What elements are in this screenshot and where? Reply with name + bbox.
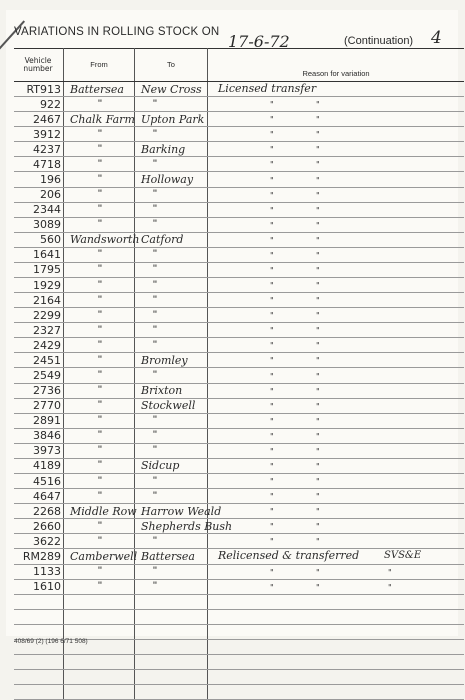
table-row — [14, 202, 464, 217]
from-depot-cell: " — [64, 97, 135, 112]
vehicle-number-cell — [14, 609, 64, 624]
table-body — [14, 82, 464, 700]
reason-ditto-mark: " — [316, 326, 320, 336]
form-code: 408/69 (2) (196 6/71 508) — [14, 638, 88, 645]
vehicle-number-cell: 3622 — [14, 534, 64, 549]
vehicle-number-cell: 2549 — [14, 368, 64, 383]
reason-ditto-mark: " — [270, 326, 274, 336]
from-depot-cell — [64, 685, 135, 700]
vehicle-number-cell: 2736 — [14, 383, 64, 398]
reason-ditto-mark: " — [316, 341, 320, 351]
from-depot-cell: Camberwell — [64, 549, 135, 564]
variations-table — [14, 48, 464, 700]
reason-ditto-mark: " — [316, 175, 320, 185]
table-row — [14, 187, 464, 202]
col-reason: Reason for variation — [208, 49, 465, 82]
vehicle-number-cell: 2467 — [14, 112, 64, 127]
to-depot-cell: Stockwell — [135, 398, 208, 413]
to-depot-cell: Holloway — [135, 172, 208, 187]
table-row — [14, 458, 464, 473]
page-number: 4 — [431, 28, 442, 48]
reason-ditto-mark: " — [316, 401, 320, 411]
reason-ditto-mark: " — [270, 522, 274, 532]
reason-ditto-mark: " — [270, 235, 274, 245]
from-depot-cell: " — [64, 368, 135, 383]
reason-cell — [208, 549, 465, 564]
table-row — [14, 172, 464, 187]
vehicle-number-cell: 2268 — [14, 504, 64, 519]
to-depot-cell — [135, 639, 208, 654]
to-depot-cell: New Cross — [135, 82, 208, 97]
to-depot-cell: Brixton — [135, 383, 208, 398]
reason-cell — [208, 443, 465, 458]
reason-ditto-mark: " — [316, 205, 320, 215]
reason-ditto-mark: " — [270, 265, 274, 275]
reason-ditto-mark: " — [270, 507, 274, 517]
reason-cell — [208, 413, 465, 428]
reason-ditto-mark: " — [316, 281, 320, 291]
table-row — [14, 474, 464, 489]
reason-ditto-mark: " — [316, 265, 320, 275]
vehicle-number-cell: 4237 — [14, 142, 64, 157]
reason-ditto-mark: " — [270, 461, 274, 471]
reason-cell — [208, 157, 465, 172]
reason-cell — [208, 262, 465, 277]
from-depot-cell: " — [64, 338, 135, 353]
reason-ditto-mark: " — [270, 145, 274, 155]
table-row — [14, 564, 464, 579]
vehicle-number-cell: RT913 — [14, 82, 64, 97]
from-depot-cell: " — [64, 127, 135, 142]
reason-ditto-mark: " — [316, 522, 320, 532]
reason-ditto-mark: " — [316, 235, 320, 245]
vehicle-number-cell: 196 — [14, 172, 64, 187]
reason-ditto-mark: " — [316, 567, 320, 577]
reason-cell — [208, 232, 465, 247]
reason-cell — [208, 534, 465, 549]
to-depot-cell: " — [135, 534, 208, 549]
reason-ditto-mark: " — [270, 115, 274, 125]
from-depot-cell: " — [64, 458, 135, 473]
from-depot-cell: " — [64, 443, 135, 458]
reason-ditto-mark: " — [316, 461, 320, 471]
reason-ditto-mark: " — [316, 537, 320, 547]
vehicle-number-cell: 206 — [14, 187, 64, 202]
to-depot-cell: " — [135, 338, 208, 353]
vehicle-number-cell — [14, 594, 64, 609]
reason-cell — [208, 383, 465, 398]
table-row — [14, 428, 464, 443]
from-depot-cell — [64, 609, 135, 624]
reason-cell — [208, 458, 465, 473]
reason-ditto-mark: " — [270, 220, 274, 230]
to-depot-cell — [135, 594, 208, 609]
reason-ditto-mark: " — [316, 130, 320, 140]
reason-cell — [208, 609, 465, 624]
reason-cell — [208, 474, 465, 489]
from-depot-cell: " — [64, 217, 135, 232]
from-depot-cell: " — [64, 278, 135, 293]
reason-cell — [208, 504, 465, 519]
to-depot-cell — [135, 685, 208, 700]
to-depot-cell: Upton Park — [135, 112, 208, 127]
table-row — [14, 534, 464, 549]
to-depot-cell: " — [135, 278, 208, 293]
reason-ditto-mark: " — [316, 356, 320, 366]
reason-ditto-mark: " — [316, 250, 320, 260]
from-depot-cell: " — [64, 398, 135, 413]
reason-ditto-mark: " — [270, 416, 274, 426]
vehicle-number-cell — [14, 654, 64, 669]
reason-ditto-mark: " — [270, 401, 274, 411]
table-row — [14, 504, 464, 519]
vehicle-number-cell: 4189 — [14, 458, 64, 473]
to-depot-cell — [135, 609, 208, 624]
vehicle-number-cell: 2770 — [14, 398, 64, 413]
reason-cell — [208, 670, 465, 685]
table-row — [14, 232, 464, 247]
to-depot-cell: Bromley — [135, 353, 208, 368]
table-header-row — [14, 49, 464, 82]
reason-ditto-mark: " — [316, 492, 320, 502]
to-depot-cell: " — [135, 368, 208, 383]
to-depot-cell: Barking — [135, 142, 208, 157]
table-row — [14, 353, 464, 368]
to-depot-cell: " — [135, 187, 208, 202]
table-row — [14, 262, 464, 277]
from-depot-cell: Wandsworth — [64, 232, 135, 247]
from-depot-cell: " — [64, 519, 135, 534]
from-depot-cell: " — [64, 413, 135, 428]
reason-ditto-mark: " — [270, 446, 274, 456]
to-depot-cell: Battersea — [135, 549, 208, 564]
reason-ditto-mark: " — [270, 477, 274, 487]
from-depot-cell: " — [64, 489, 135, 504]
to-depot-cell: " — [135, 202, 208, 217]
to-depot-cell: Shepherds Bush — [135, 519, 208, 534]
reason-ditto-mark: " — [270, 250, 274, 260]
table-row — [14, 443, 464, 458]
reason-ditto-mark: " — [316, 160, 320, 170]
from-depot-cell: " — [64, 142, 135, 157]
ledger-sheet — [6, 10, 458, 645]
reason-cell — [208, 685, 465, 700]
vehicle-number-cell: 2429 — [14, 338, 64, 353]
reason-cell — [208, 338, 465, 353]
to-depot-cell: " — [135, 127, 208, 142]
from-depot-cell: " — [64, 383, 135, 398]
note-ditto-mark: " — [388, 567, 392, 577]
reason-cell — [208, 82, 465, 97]
reason-ditto-mark: " — [270, 537, 274, 547]
col-vehicle-number: Vehicle number — [14, 49, 64, 82]
reason-cell — [208, 353, 465, 368]
table-row — [14, 112, 464, 127]
reason-ditto-mark: " — [270, 296, 274, 306]
vehicle-number-cell: 1641 — [14, 247, 64, 262]
table-row — [14, 489, 464, 504]
reason-ditto-mark: " — [270, 281, 274, 291]
reason-ditto-mark: " — [316, 296, 320, 306]
to-depot-cell: " — [135, 262, 208, 277]
from-depot-cell: " — [64, 579, 135, 594]
reason-ditto-mark: " — [270, 356, 274, 366]
vehicle-number-cell: 1133 — [14, 564, 64, 579]
reason-ditto-mark: " — [316, 582, 320, 592]
table-row — [14, 127, 464, 142]
to-depot-cell: Sidcup — [135, 458, 208, 473]
to-depot-cell — [135, 624, 208, 639]
vehicle-number-cell: 2660 — [14, 519, 64, 534]
table-row — [14, 82, 464, 97]
reason-ditto-mark: " — [270, 567, 274, 577]
from-depot-cell: " — [64, 564, 135, 579]
from-depot-cell — [64, 594, 135, 609]
vehicle-number-cell: 3973 — [14, 443, 64, 458]
to-depot-cell: Catford — [135, 232, 208, 247]
reason-ditto-mark: " — [316, 507, 320, 517]
reason-ditto-mark: " — [270, 431, 274, 441]
reason-ditto-mark: " — [270, 582, 274, 592]
vehicle-number-cell: 3846 — [14, 428, 64, 443]
reason-ditto-mark: " — [270, 130, 274, 140]
reason-cell — [208, 278, 465, 293]
reason-cell — [208, 594, 465, 609]
reason-ditto-mark: " — [270, 371, 274, 381]
to-depot-cell: " — [135, 323, 208, 338]
reason-ditto-mark: " — [270, 175, 274, 185]
reason-ditto-mark: " — [316, 371, 320, 381]
from-depot-cell: " — [64, 323, 135, 338]
from-depot-cell: " — [64, 474, 135, 489]
vehicle-number-cell: 560 — [14, 232, 64, 247]
reason-cell — [208, 112, 465, 127]
reason-cell — [208, 247, 465, 262]
table-row — [14, 685, 464, 700]
reason-ditto-mark: " — [316, 431, 320, 441]
vehicle-number-cell: 2344 — [14, 202, 64, 217]
table-row — [14, 323, 464, 338]
from-depot-cell: " — [64, 353, 135, 368]
reason-cell — [208, 564, 465, 579]
reason-ditto-mark: " — [316, 311, 320, 321]
to-depot-cell: " — [135, 579, 208, 594]
reason-ditto-mark: " — [270, 190, 274, 200]
reason-cell — [208, 624, 465, 639]
to-depot-cell: " — [135, 293, 208, 308]
reason-cell — [208, 579, 465, 594]
reason-cell — [208, 398, 465, 413]
to-depot-cell: " — [135, 413, 208, 428]
table-row — [14, 278, 464, 293]
reason-cell — [208, 217, 465, 232]
table-row — [14, 383, 464, 398]
reason-ditto-mark: " — [316, 190, 320, 200]
reason-ditto-mark: " — [316, 386, 320, 396]
from-depot-cell: " — [64, 308, 135, 323]
reason-cell — [208, 97, 465, 112]
col-to: To — [135, 49, 208, 82]
reason-cell — [208, 127, 465, 142]
vehicle-number-cell: 1795 — [14, 262, 64, 277]
vehicle-number-cell: 922 — [14, 97, 64, 112]
from-depot-cell: " — [64, 157, 135, 172]
reason-text: Relicensed & transferred — [218, 549, 360, 563]
from-depot-cell: " — [64, 247, 135, 262]
to-depot-cell — [135, 670, 208, 685]
vehicle-number-cell: 4718 — [14, 157, 64, 172]
reason-cell — [208, 308, 465, 323]
reason-cell — [208, 368, 465, 383]
from-depot-cell: Chalk Farm — [64, 112, 135, 127]
table-row — [14, 670, 464, 685]
vehicle-number-cell: 4647 — [14, 489, 64, 504]
table-row — [14, 413, 464, 428]
table-row — [14, 519, 464, 534]
table-row — [14, 654, 464, 669]
reason-cell — [208, 519, 465, 534]
handwritten-date: 17-6-72 — [228, 32, 290, 51]
table-row — [14, 308, 464, 323]
page-title: VARIATIONS IN ROLLING STOCK ON — [14, 26, 220, 38]
to-depot-cell: " — [135, 247, 208, 262]
from-depot-cell: " — [64, 187, 135, 202]
reason-cell — [208, 489, 465, 504]
to-depot-cell: " — [135, 308, 208, 323]
table-row — [14, 368, 464, 383]
note-ditto-mark: " — [388, 582, 392, 592]
reason-ditto-mark: " — [316, 115, 320, 125]
table-row — [14, 594, 464, 609]
reason-ditto-mark: " — [270, 341, 274, 351]
from-depot-cell: Battersea — [64, 82, 135, 97]
reason-cell — [208, 323, 465, 338]
reason-ditto-mark: " — [270, 311, 274, 321]
from-depot-cell: " — [64, 428, 135, 443]
vehicle-number-cell: 2891 — [14, 413, 64, 428]
table-row — [14, 549, 464, 564]
reason-cell — [208, 142, 465, 157]
reason-cell — [208, 293, 465, 308]
table-row — [14, 157, 464, 172]
to-depot-cell: " — [135, 564, 208, 579]
to-depot-cell: Harrow Weald — [135, 504, 208, 519]
reason-text: Licensed transfer — [218, 82, 317, 96]
to-depot-cell: " — [135, 217, 208, 232]
table-row — [14, 398, 464, 413]
table-row — [14, 338, 464, 353]
from-depot-cell: Middle Row — [64, 504, 135, 519]
vehicle-number-cell — [14, 670, 64, 685]
from-depot-cell — [64, 654, 135, 669]
to-depot-cell: " — [135, 157, 208, 172]
continuation-label: (Continuation) — [344, 35, 414, 47]
table-row — [14, 247, 464, 262]
reason-cell — [208, 428, 465, 443]
reason-cell — [208, 187, 465, 202]
vehicle-number-cell: 2327 — [14, 323, 64, 338]
reason-ditto-mark: " — [270, 386, 274, 396]
from-depot-cell: " — [64, 202, 135, 217]
table-row — [14, 579, 464, 594]
to-depot-cell — [135, 654, 208, 669]
to-depot-cell: " — [135, 443, 208, 458]
vehicle-number-cell — [14, 685, 64, 700]
to-depot-cell: " — [135, 428, 208, 443]
reason-ditto-mark: " — [270, 492, 274, 502]
reason-ditto-mark: " — [270, 160, 274, 170]
vehicle-number-cell: 2299 — [14, 308, 64, 323]
table-row — [14, 97, 464, 112]
from-depot-cell: " — [64, 172, 135, 187]
table-row — [14, 217, 464, 232]
reason-ditto-mark: " — [316, 100, 320, 110]
from-depot-cell — [64, 670, 135, 685]
from-depot-cell: " — [64, 293, 135, 308]
reason-ditto-mark: " — [270, 100, 274, 110]
from-depot-cell: " — [64, 534, 135, 549]
reason-note: SVS&E — [384, 550, 422, 562]
table-row — [14, 142, 464, 157]
vehicle-number-cell: 2164 — [14, 293, 64, 308]
reason-cell — [208, 202, 465, 217]
reason-ditto-mark: " — [316, 416, 320, 426]
vehicle-number-cell: 1610 — [14, 579, 64, 594]
reason-ditto-mark: " — [316, 145, 320, 155]
from-depot-cell: " — [64, 262, 135, 277]
reason-ditto-mark: " — [316, 477, 320, 487]
to-depot-cell: " — [135, 489, 208, 504]
reason-cell — [208, 654, 465, 669]
reason-ditto-mark: " — [316, 446, 320, 456]
table-row — [14, 293, 464, 308]
table-row — [14, 609, 464, 624]
reason-cell — [208, 172, 465, 187]
col-from: From — [64, 49, 135, 82]
vehicle-number-cell: 2451 — [14, 353, 64, 368]
reason-ditto-mark: " — [316, 220, 320, 230]
vehicle-number-cell: 3912 — [14, 127, 64, 142]
to-depot-cell: " — [135, 97, 208, 112]
vehicle-number-cell: 3089 — [14, 217, 64, 232]
to-depot-cell: " — [135, 474, 208, 489]
reason-cell — [208, 639, 465, 654]
vehicle-number-cell: 4516 — [14, 474, 64, 489]
vehicle-number-cell: 1929 — [14, 278, 64, 293]
vehicle-number-cell: RM289 — [14, 549, 64, 564]
reason-ditto-mark: " — [270, 205, 274, 215]
